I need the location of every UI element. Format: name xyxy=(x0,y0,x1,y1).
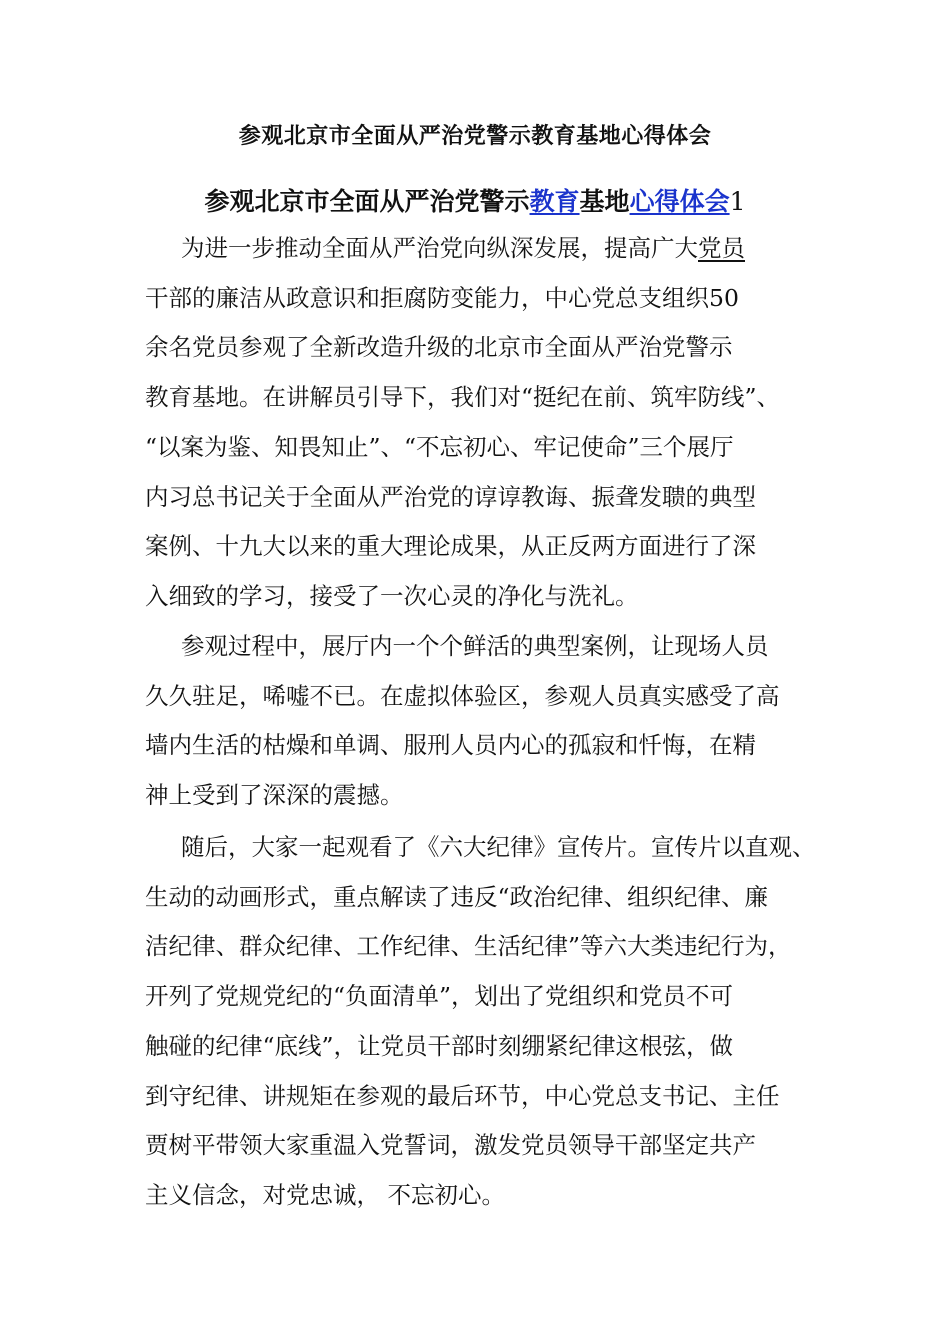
paragraph-line: 久久驻足，唏嘘不已。在虚拟体验区，参观人员真实感受了高 xyxy=(145,681,780,710)
paragraph-line: 内习总书记关于全面从严治党的谆谆教诲、振聋发聩的典型 xyxy=(145,482,756,511)
paragraph-line: 教育基地。在讲解员引导下，我们对“挺纪在前、筑牢防线”、 xyxy=(145,383,781,412)
paragraph-line: 神上受到了深深的震撼。 xyxy=(145,781,404,810)
subtitle-link-experience[interactable]: 心得体会 xyxy=(629,187,730,216)
paragraph-line: 余名党员参观了全新改造升级的北京市全面从严治党警示 xyxy=(145,333,733,362)
paragraph-line: 生动的动画形式，重点解读了违反“政治纪律、组织纪律、廉 xyxy=(145,882,769,911)
paragraph-line: “以案为鉴、知畏知止”、“不忘初心、牢记使命”三个展厅 xyxy=(145,432,734,461)
paragraph-2 xyxy=(145,622,825,821)
document-subtitle xyxy=(0,182,950,222)
paragraph-line: 随后，大家一起观看了《六大纪律》宣传片。宣传片以直观、 xyxy=(181,833,816,861)
paragraph-3 xyxy=(145,823,825,1221)
underlined-term-party-member: 党员 xyxy=(698,234,745,262)
paragraph-line: 墙内生活的枯燥和单调、服刑人员内心的孤寂和忏悔，在精 xyxy=(145,731,756,760)
paragraph-line: 触碰的纪律“底线”，让党员干部时刻绷紧纪律这根弦，做 xyxy=(145,1031,734,1060)
paragraph-line: 入细致的学习，接受了一次心灵的净化与洗礼。 xyxy=(145,581,639,610)
paragraph-line: 干部的廉洁从政意识和拒腐防变能力，中心党总支组织50 xyxy=(145,283,739,312)
paragraph-line: 主义信念，对党忠诚， 不忘初心。 xyxy=(145,1180,505,1209)
paragraph-line: 贾树平带领大家重温入党誓词，激发党员领导干部坚定共产 xyxy=(145,1131,756,1160)
subtitle-number: 1 xyxy=(729,187,746,216)
paragraph-line: 参观过程中，展厅内一个个鲜活的典型案例，让现场人员 xyxy=(181,632,769,660)
paragraph-line: 案例、十九大以来的重大理论成果，从正反两方面进行了深 xyxy=(145,532,756,561)
subtitle-text-1: 参观北京市全面从严治党警示 xyxy=(204,187,530,216)
paragraph-line xyxy=(145,224,825,274)
subtitle-text-2: 基地 xyxy=(579,187,630,216)
paragraph-line: 到守纪律、讲规矩在参观的最后环节，中心党总支书记、主任 xyxy=(145,1081,780,1110)
paragraph-line: 洁纪律、群众纪律、工作纪律、生活纪律”等六大类违纪行为， xyxy=(145,932,792,961)
paragraph-1 xyxy=(145,224,825,622)
line-text: 为进一步推动全面从严治党向纵深发展，提高广大 xyxy=(181,234,698,262)
paragraph-line: 开列了党规党纪的“负面清单”，划出了党组织和党员不可 xyxy=(145,982,734,1011)
subtitle-link-education[interactable]: 教育 xyxy=(529,187,580,216)
document-title: 参观北京市全面从严治党警示教育基地心得体会 xyxy=(238,123,712,149)
